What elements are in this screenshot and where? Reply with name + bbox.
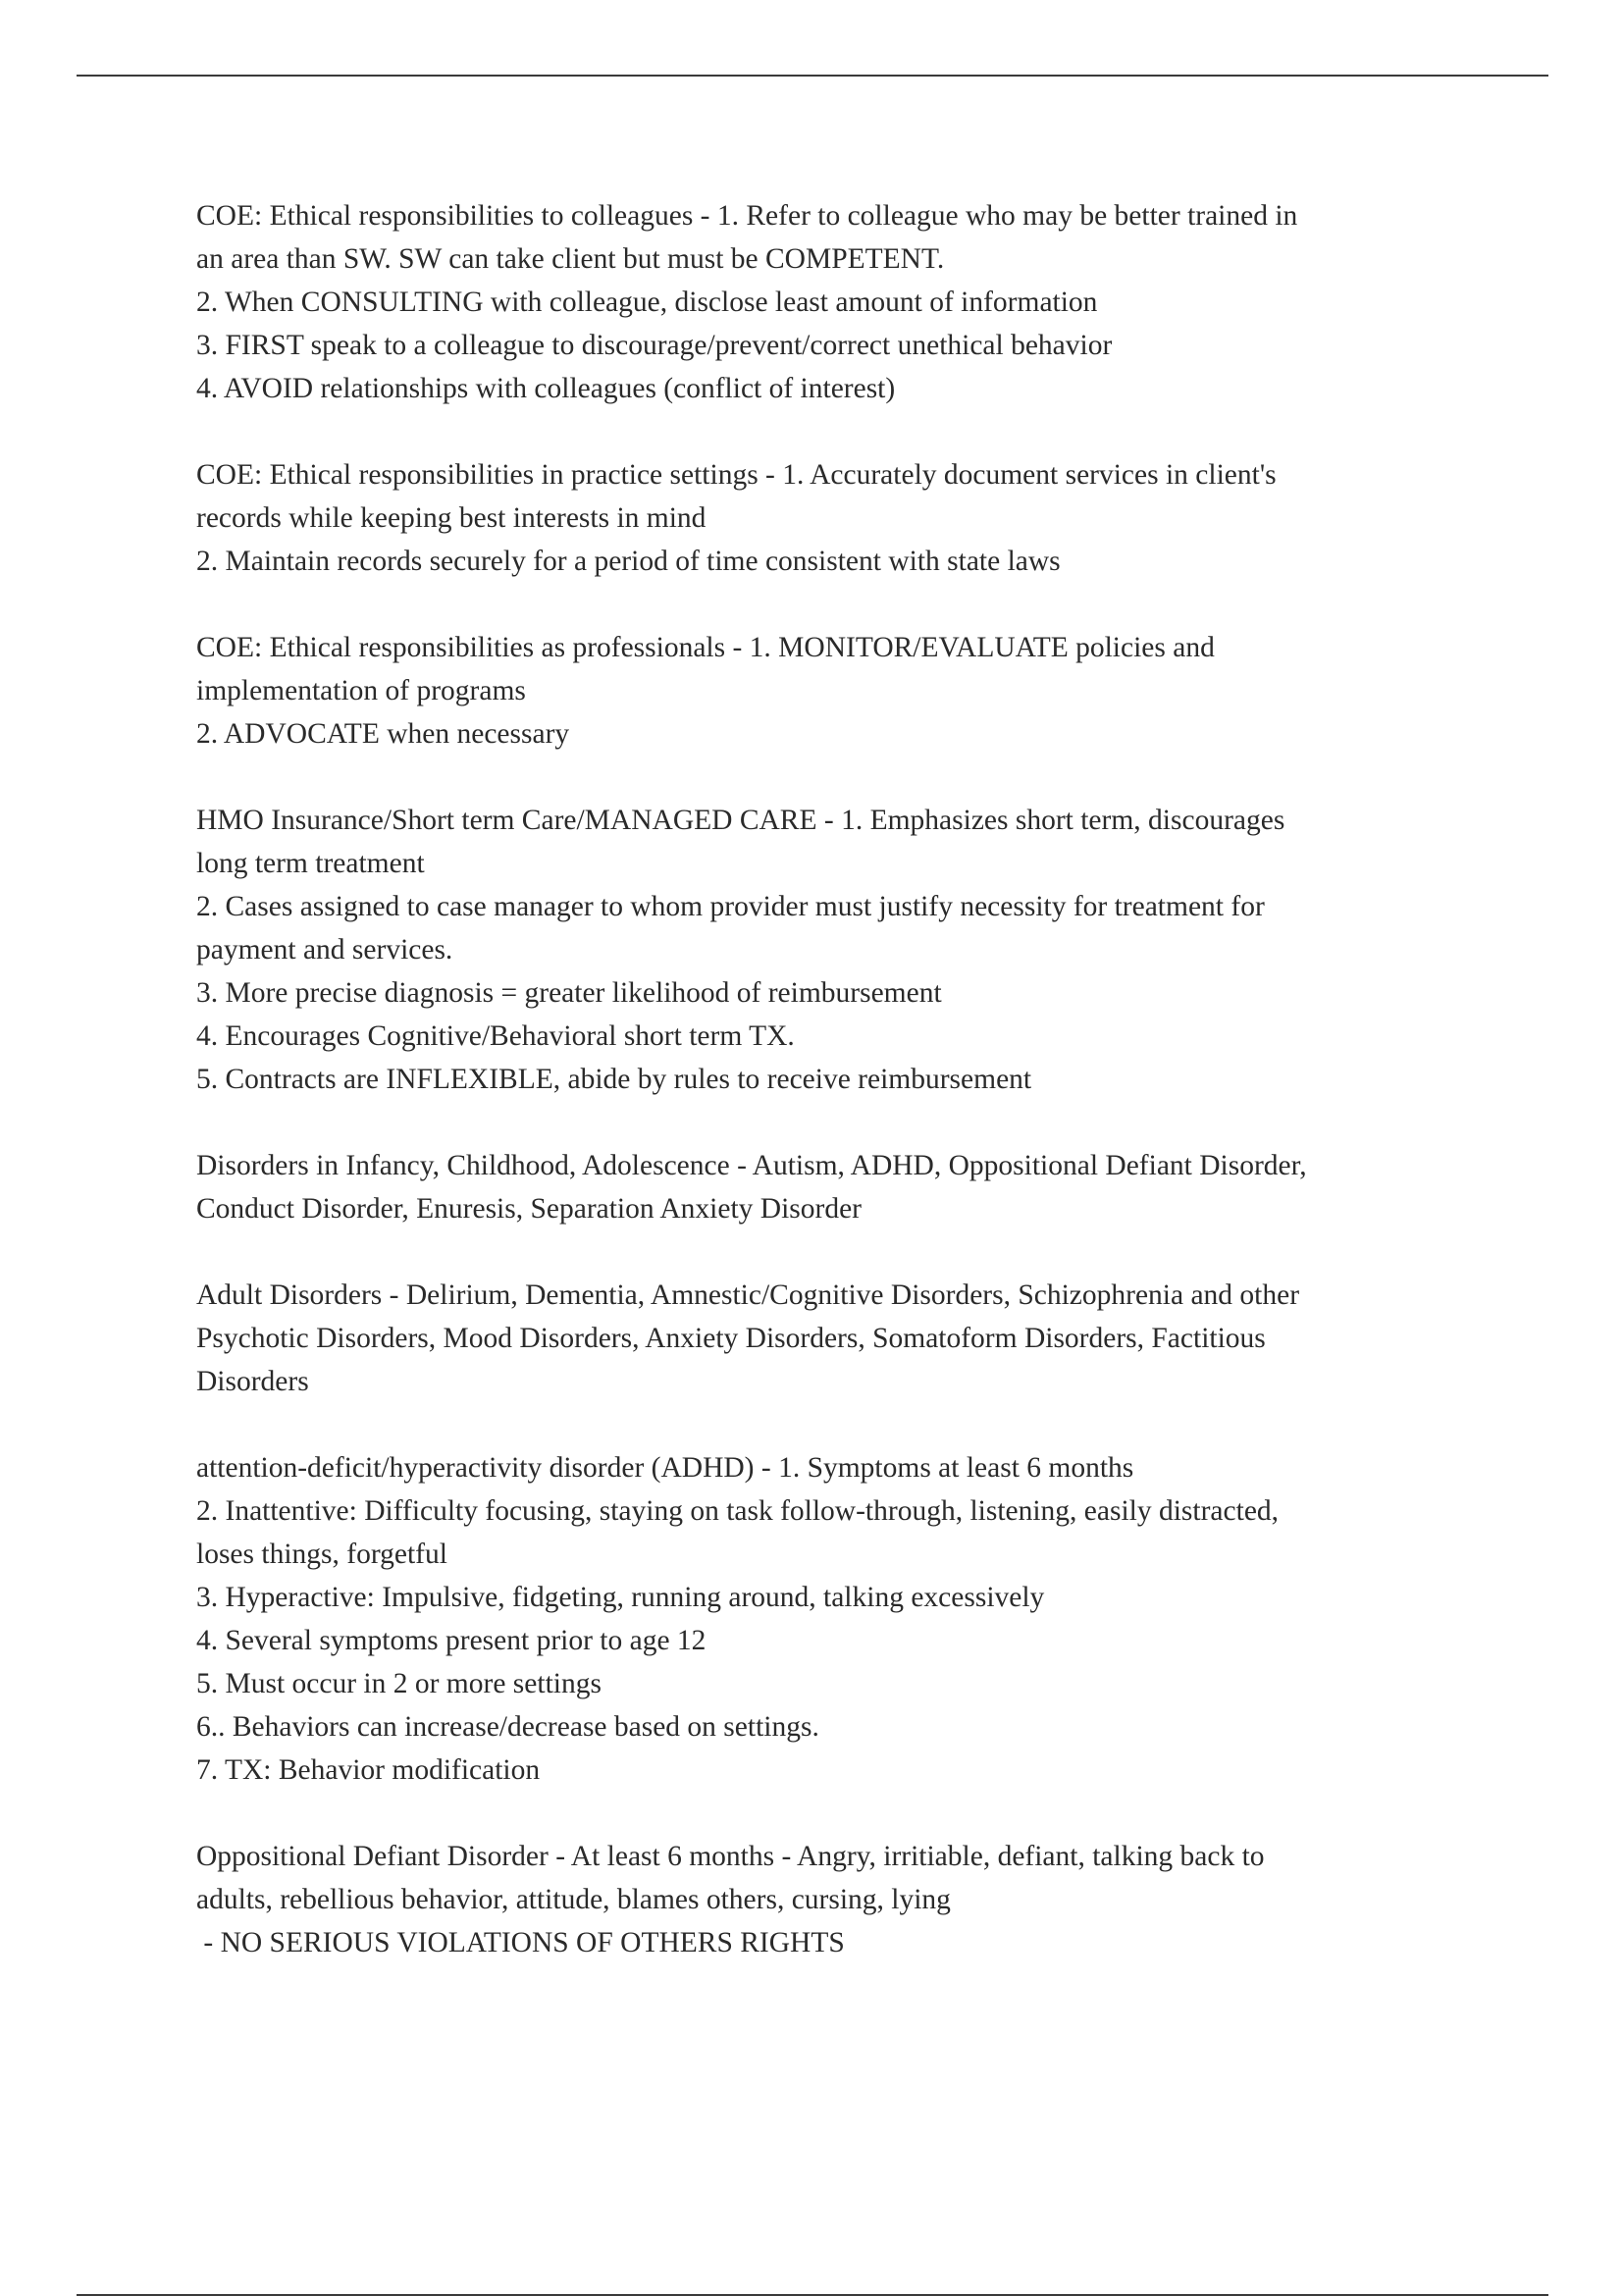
text-line: 3. FIRST speak to a colleague to discourage/prevent/correct unethical behavior (196, 330, 1113, 361)
document-body (196, 194, 1482, 2008)
text-line: COE: Ethical responsibilities as professionals - 1. MONITOR/EVALUATE policies and (196, 632, 1215, 663)
text-line: 3. Hyperactive: Impulsive, fidgeting, running around, talking excessively (196, 1582, 1045, 1613)
top-divider (77, 75, 1548, 77)
text-line: long term treatment (196, 848, 425, 879)
text-line: adults, rebellious behavior, attitude, blames others, cursing, lying (196, 1884, 951, 1915)
entry-adhd (196, 1446, 1482, 1792)
entry-adult-disorders (196, 1274, 1482, 1403)
entry-childhood-disorders (196, 1144, 1482, 1230)
text-line: payment and services. (196, 934, 453, 965)
text-line: records while keeping best interests in mind (196, 502, 707, 534)
entry-practice-settings (196, 453, 1482, 583)
text-line: 2. Inattentive: Difficulty focusing, staying on task follow-through, listening, easily distracted, (196, 1495, 1280, 1527)
entry-odd (196, 1835, 1482, 1964)
text-line: Conduct Disorder, Enuresis, Separation Anxiety Disorder (196, 1193, 863, 1225)
text-line: 3. More precise diagnosis = greater likelihood of reimbursement (196, 977, 942, 1009)
text-line: an area than SW. SW can take client but must be COMPETENT. (196, 243, 945, 275)
text-line: 2. ADVOCATE when necessary (196, 718, 570, 750)
text-line: 6.. Behaviors can increase/decrease based on settings. (196, 1711, 819, 1743)
text-line: 5. Contracts are INFLEXIBLE, abide by rules to receive reimbursement (196, 1064, 1032, 1095)
text-line: attention-deficit/hyperactivity disorder (ADHD) - 1. Symptoms at least 6 months (196, 1452, 1134, 1484)
text-line: 4. Several symptoms present prior to age 12 (196, 1625, 707, 1656)
text-line: 5. Must occur in 2 or more settings (196, 1668, 602, 1699)
entry-colleagues (196, 194, 1482, 410)
text-line: Disorders in Infancy, Childhood, Adolescence - Autism, ADHD, Oppositional Defiant Disorder, (196, 1150, 1307, 1181)
entry-professionals (196, 626, 1482, 756)
text-line: 4. AVOID relationships with colleagues (conflict of interest) (196, 373, 896, 404)
entry-managed-care (196, 799, 1482, 1101)
text-line: implementation of programs (196, 675, 526, 706)
text-line: Psychotic Disorders, Mood Disorders, Anxiety Disorders, Somatoform Disorders, Factitious (196, 1323, 1266, 1354)
text-line: 4. Encourages Cognitive/Behavioral short term TX. (196, 1020, 795, 1052)
text-line: 2. Maintain records securely for a period of time consistent with state laws (196, 546, 1061, 577)
text-line: COE: Ethical responsibilities in practice settings - 1. Accurately document services in client's (196, 459, 1277, 491)
text-line: Adult Disorders - Delirium, Dementia, Amnestic/Cognitive Disorders, Schizophrenia and other (196, 1279, 1300, 1311)
text-line: 2. When CONSULTING with colleague, disclose least amount of information (196, 287, 1098, 318)
text-line: HMO Insurance/Short term Care/MANAGED CARE - 1. Emphasizes short term, discourages (196, 805, 1285, 836)
text-line: - NO SERIOUS VIOLATIONS OF OTHERS RIGHTS (196, 1927, 845, 1958)
text-line: COE: Ethical responsibilities to colleagues - 1. Refer to colleague who may be better trained in (196, 200, 1298, 232)
text-line: loses things, forgetful (196, 1539, 447, 1570)
text-line: Disorders (196, 1366, 309, 1397)
text-line: 7. TX: Behavior modification (196, 1754, 541, 1786)
text-line: 2. Cases assigned to case manager to whom provider must justify necessity for treatment for (196, 891, 1265, 922)
text-line: Oppositional Defiant Disorder - At least 6 months - Angry, irritiable, defiant, talking back to (196, 1841, 1265, 1872)
